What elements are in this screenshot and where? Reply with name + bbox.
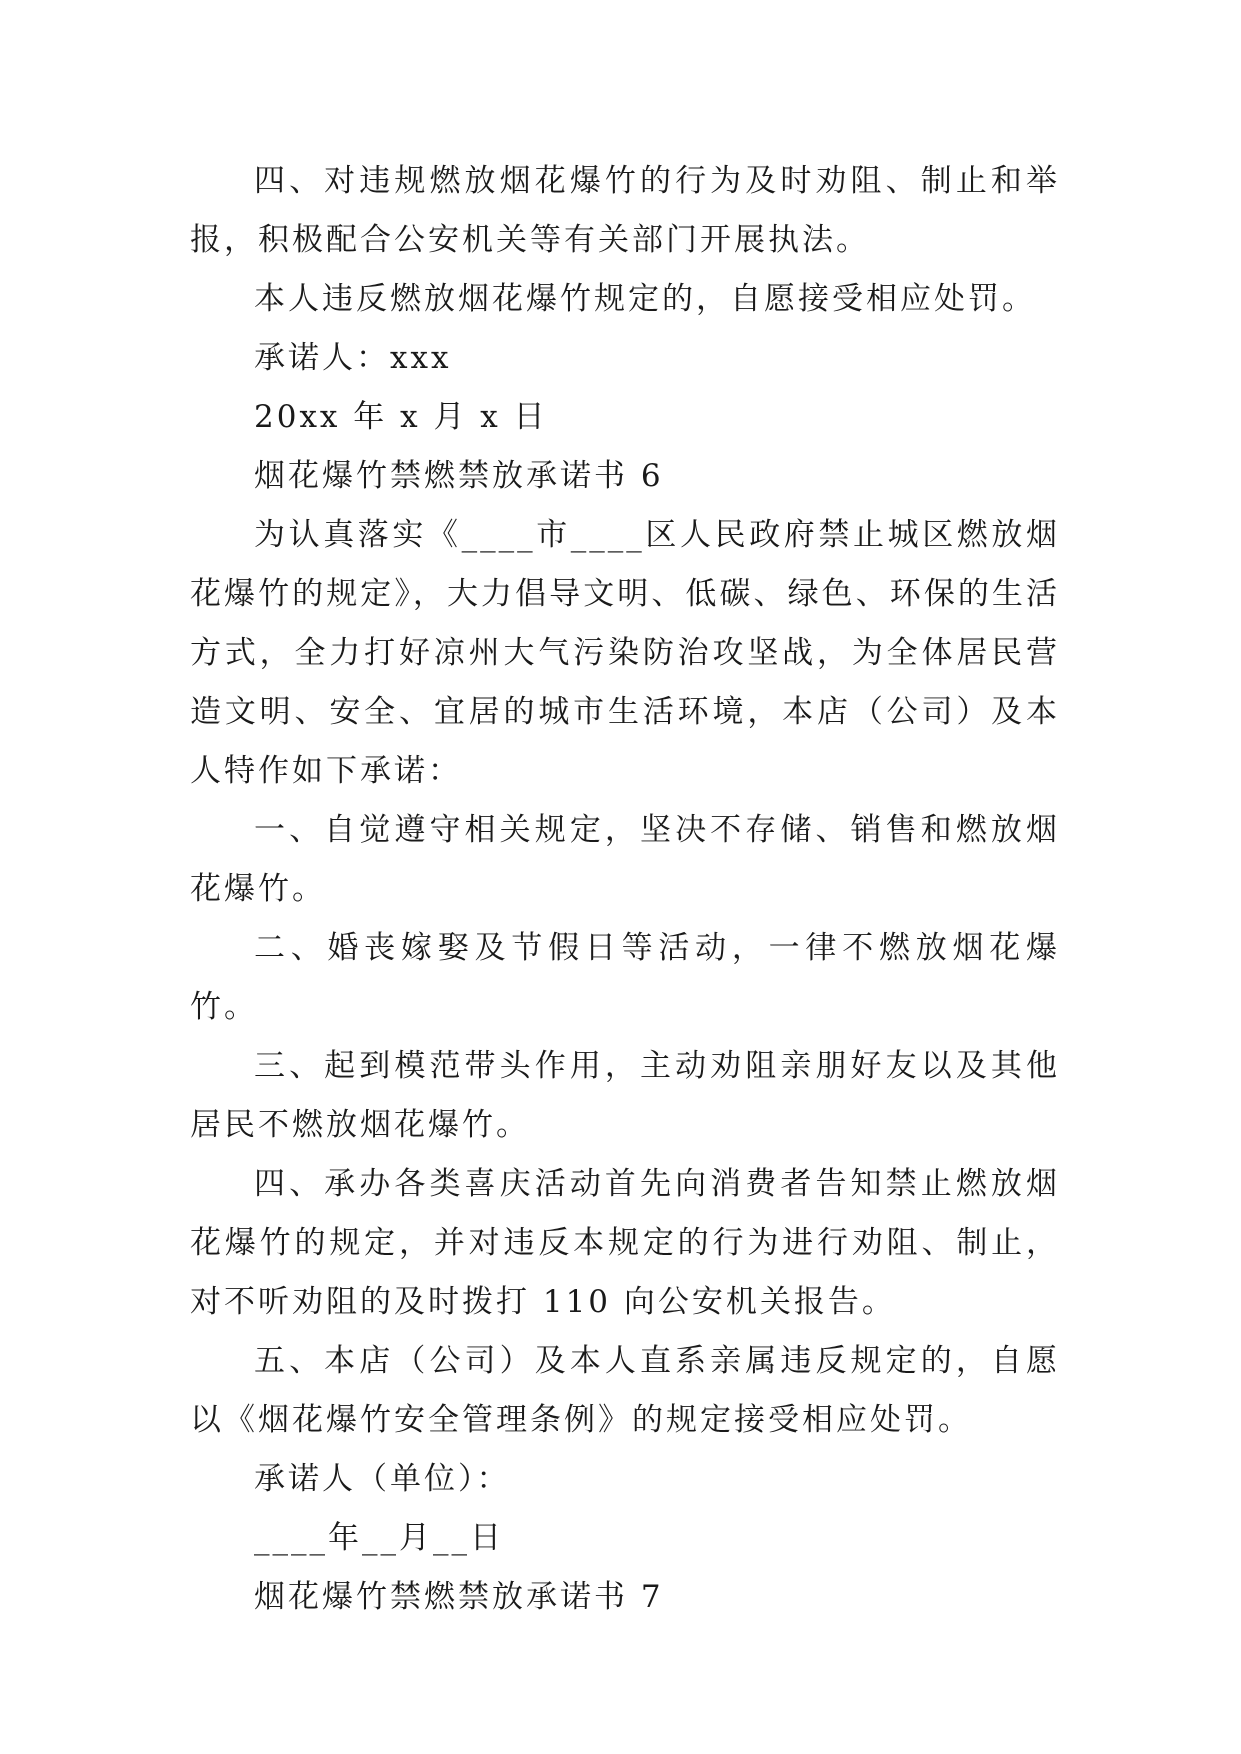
document-body — [190, 152, 1060, 1627]
paragraph-intro: 为认真落实《____市____区人民政府禁止城区燃放烟花爆竹的规定》，大力倡导文明、低碳、绿色、环保的生活方式，全力打好凉州大气污染防治攻坚战，为全体居民营造文明、安全、宜居的城市生活环境，本店（公司）及本人特作如下承诺： — [190, 517, 1060, 789]
paragraph-item-4-report: 四、对违规燃放烟花爆竹的行为及时劝阻、制止和举报，积极配合公安机关等有关部门开展执法。 — [190, 163, 1060, 258]
paragraph-item-4: 四、承办各类喜庆活动首先向消费者告知禁止燃放烟花爆竹的规定，并对违反本规定的行为进行劝阻、制止，对不听劝阻的及时拨打 110 向公安机关报告。 — [190, 1166, 1060, 1320]
section-title-6: 烟花爆竹禁燃禁放承诺书 6 — [254, 458, 664, 494]
section-title-7: 烟花爆竹禁燃禁放承诺书 7 — [254, 1579, 664, 1615]
signatory-line: 承诺人：xxx — [254, 340, 452, 376]
paragraph-item-5: 五、本店（公司）及本人直系亲属违反规定的，自愿以《烟花爆竹安全管理条例》的规定接受相应处罚。 — [190, 1343, 1060, 1438]
date-line: 20xx 年 x 月 x 日 — [254, 399, 548, 435]
paragraph-self-penalty: 本人违反燃放烟花爆竹规定的，自愿接受相应处罚。 — [254, 281, 1036, 317]
paragraph-item-3: 三、起到模范带头作用，主动劝阻亲朋好友以及其他居民不燃放烟花爆竹。 — [190, 1048, 1060, 1143]
signatory-unit-line: 承诺人（单位）： — [254, 1461, 511, 1497]
paragraph-item-1: 一、自觉遵守相关规定，坚决不存储、销售和燃放烟花爆竹。 — [190, 812, 1060, 907]
date-blank-line: ____年__月__日 — [254, 1520, 504, 1556]
paragraph-item-2: 二、婚丧嫁娶及节假日等活动，一律不燃放烟花爆竹。 — [190, 930, 1060, 1025]
